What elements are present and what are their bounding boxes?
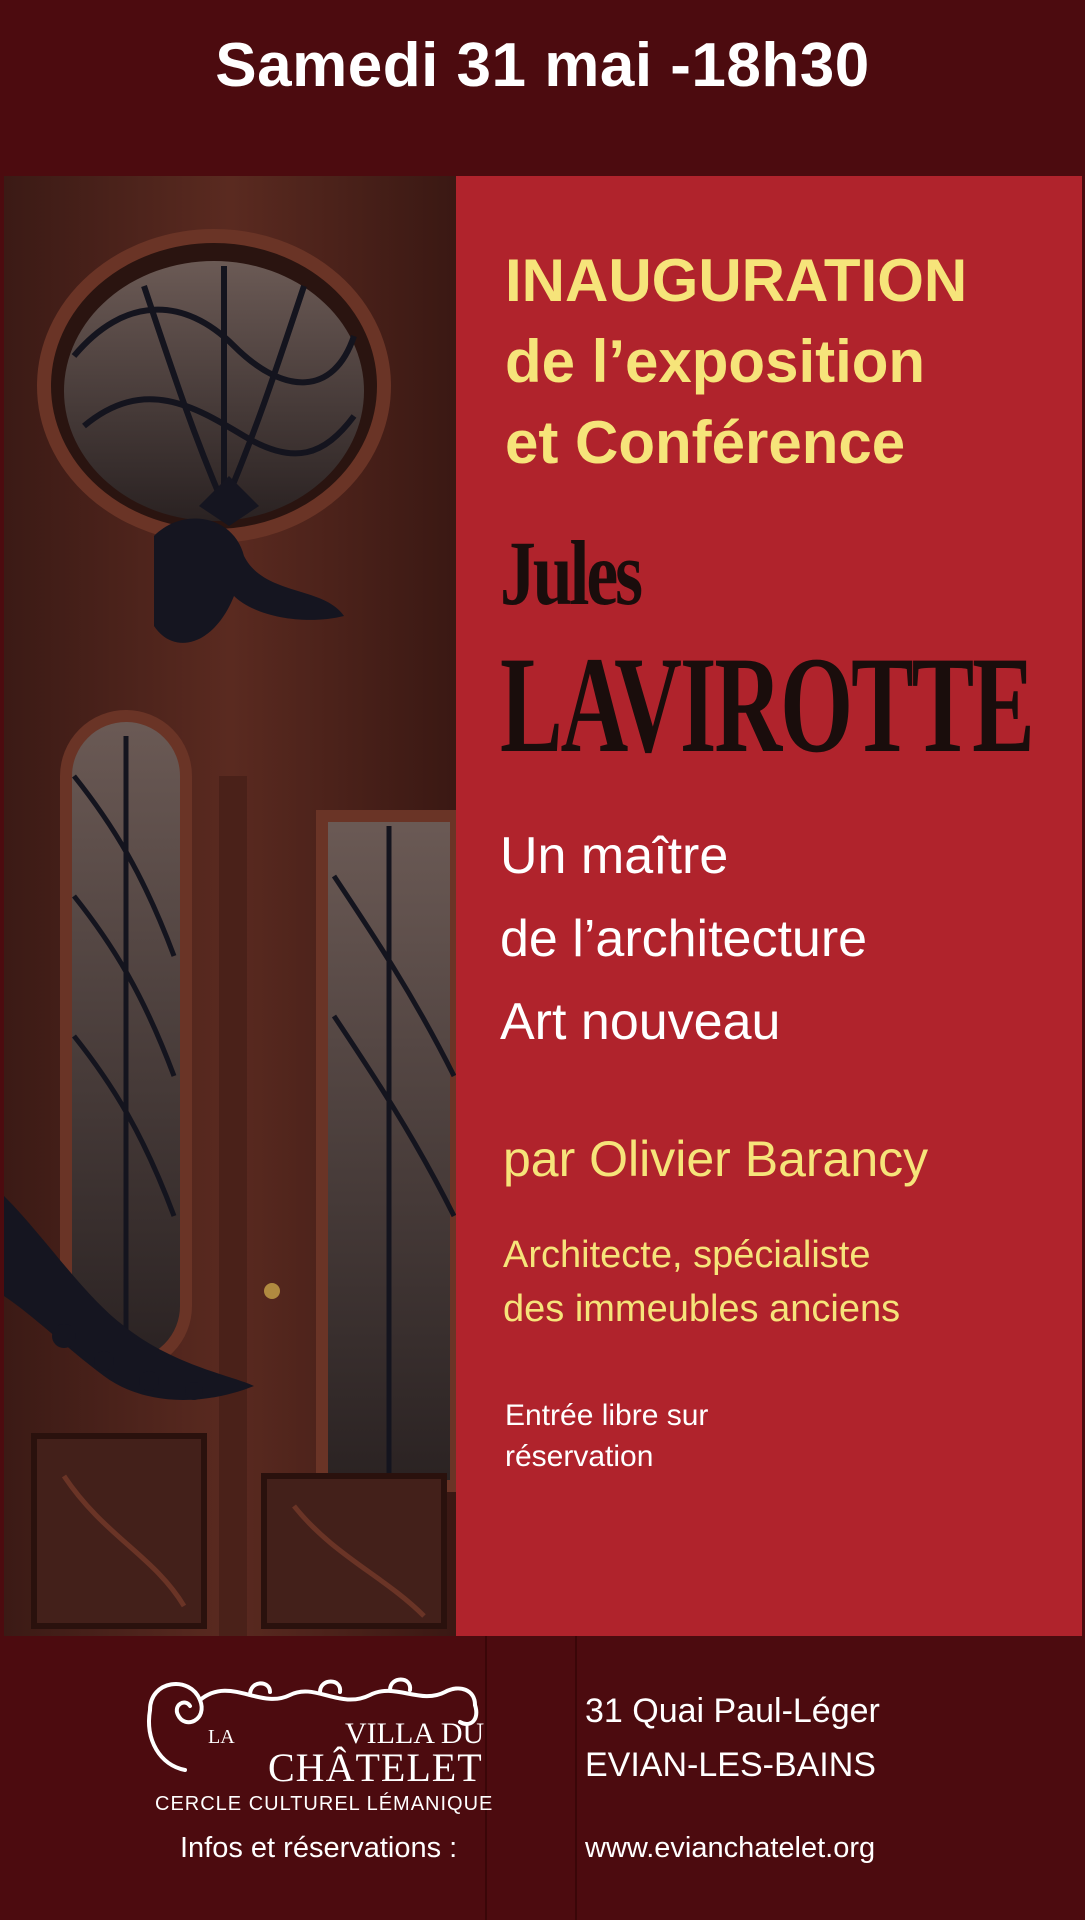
address-line: 31 Quai Paul-Léger — [585, 1692, 880, 1730]
event-title-line: et Conférence — [505, 409, 906, 476]
venue-address — [585, 1684, 880, 1792]
entry-note-line: réservation — [505, 1440, 654, 1473]
infos-label: Infos et réservations : — [180, 1832, 458, 1864]
subtitle-line: Un maître — [500, 827, 729, 885]
art-nouveau-door-photo — [4, 176, 456, 1636]
event-date-time: Samedi 31 mai -18h30 — [215, 31, 870, 100]
speaker-description-line: Architecte, spécialiste — [503, 1234, 871, 1276]
speaker-description-line: des immeubles anciens — [503, 1288, 901, 1330]
website-link[interactable]: www.evianchatelet.org — [585, 1832, 876, 1864]
event-title — [505, 240, 1065, 483]
footer-divider — [575, 1636, 577, 1920]
logo-chatelet: CHÂTELET — [268, 1745, 483, 1790]
event-title-line: INAUGURATION — [505, 247, 968, 314]
subtitle-line: de l’architecture — [500, 910, 868, 968]
address-line: EVIAN-LES-BAINS — [585, 1746, 876, 1784]
entry-note — [505, 1395, 708, 1477]
subject-last-name: LAVIROTTE — [500, 628, 1033, 781]
speaker-description — [503, 1228, 900, 1336]
subject-first-name: Jules — [500, 522, 640, 624]
logo-la: LA — [208, 1726, 235, 1748]
entry-note-line: Entrée libre sur — [505, 1399, 709, 1432]
door-illustration — [4, 176, 456, 1636]
subtitle-line: Art nouveau — [500, 993, 781, 1051]
logo-villa-du: VILLA DU — [345, 1717, 485, 1750]
subject-subtitle — [500, 815, 1070, 1064]
logo-tagline: CERCLE CULTUREL LÉMANIQUE — [155, 1793, 494, 1815]
event-title-line: de l’exposition — [505, 328, 926, 395]
speaker-name: par Olivier Barancy — [503, 1131, 929, 1187]
